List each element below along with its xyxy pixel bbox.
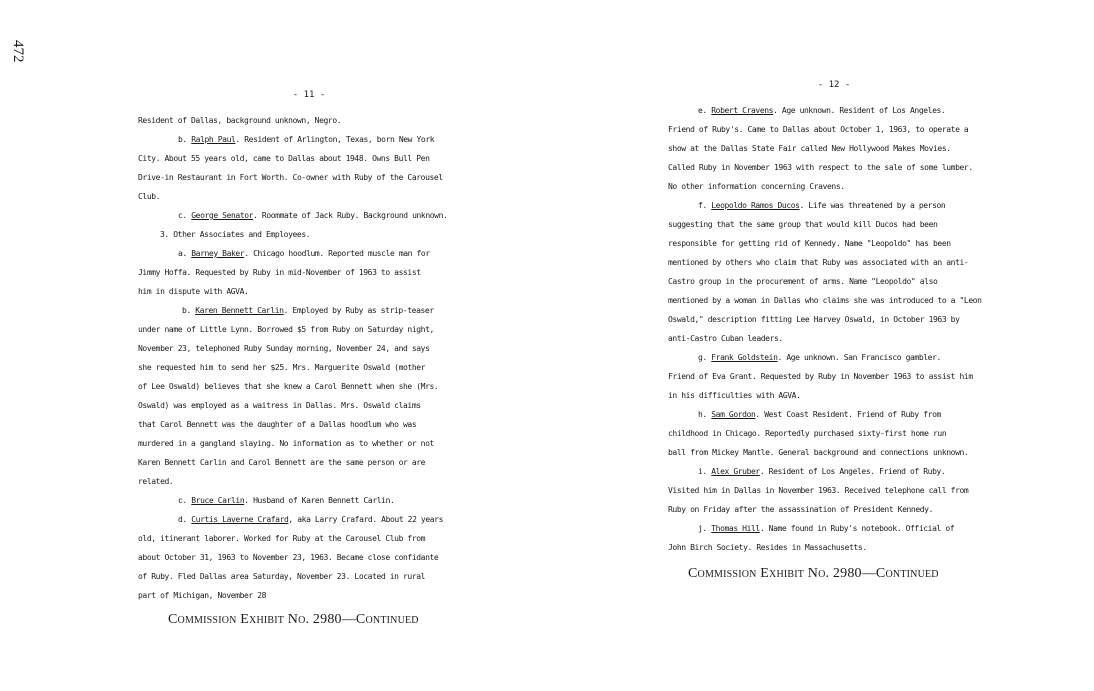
text-line: City. About 55 years old, came to Dallas about 1948. Owns Bull Pen	[138, 154, 430, 163]
text-line: related.	[138, 477, 174, 486]
text-line: show at the Dallas State Fair called New Hollywood Makes Movies.	[668, 144, 951, 153]
text-line: Friend of Eva Grant. Requested by Ruby in November 1963 to assist him	[668, 372, 973, 381]
person-name: Barney Baker	[191, 249, 245, 258]
person-name: Frank Goldstein	[711, 353, 778, 362]
line-text: . Resident of Los Angeles. Friend of Ruby.	[759, 467, 946, 476]
text-line: Called Ruby in November 1963 with respect to the sale of some lumber.	[668, 163, 973, 172]
person-name: Bruce Carlin	[191, 496, 245, 505]
item-marker: h.	[698, 410, 712, 419]
item-marker: b.	[178, 135, 192, 144]
line-text: . Resident of Arlington, Texas, born New York	[235, 135, 435, 144]
text-line: Oswald) was employed as a waitress in Dallas. Mrs. Oswald claims	[138, 401, 421, 410]
person-name: Ralph Paul	[191, 135, 236, 144]
text-line	[668, 196, 1000, 215]
item-marker: e.	[698, 106, 712, 115]
right-page-column	[668, 80, 1000, 557]
item-marker: i.	[698, 467, 712, 476]
item-marker: f.	[698, 201, 712, 210]
text-line: about October 31, 1963 to November 23, 1963. Became close confidante	[138, 553, 439, 562]
text-line	[138, 244, 480, 263]
page-number: 472	[10, 40, 26, 63]
item-marker: j.	[698, 524, 712, 533]
person-name: George Senator	[191, 211, 254, 220]
text-line: part of Michigan, November 28	[138, 591, 267, 600]
text-line	[668, 405, 1000, 424]
text-line: Club.	[138, 192, 161, 201]
person-name: Thomas Hill	[711, 524, 760, 533]
line-text: . Husband of Karen Bennett Carlin.	[244, 496, 395, 505]
text-line: 3. Other Associates and Employees.	[160, 230, 311, 239]
person-name: Sam Gordon	[711, 410, 756, 419]
text-line	[138, 510, 480, 529]
text-line: under name of Little Lynn. Borrowed $5 from Ruby on Saturday night,	[138, 325, 434, 334]
text-line: anti-Castro Cuban leaders.	[668, 334, 783, 343]
line-text: . Age unknown. San Francisco gambler.	[777, 353, 941, 362]
item-marker: c.	[178, 211, 192, 220]
text-line: responsible for getting rid of Kennedy. Name "Leopoldo" has been	[668, 239, 951, 248]
right-page-body	[668, 101, 1000, 557]
text-line: Castro group in the procurement of arms. Name "Leopoldo" also	[668, 277, 938, 286]
text-line: childhood in Chicago. Reportedly purchased sixty-first home run	[668, 429, 947, 438]
text-line: suggesting that the same group that would kill Ducos had been	[668, 220, 938, 229]
person-name: Robert Cravens	[711, 106, 774, 115]
item-marker: b.	[182, 306, 196, 315]
text-line: Oswald," description fitting Lee Harvey Oswald, in October 1963 by	[668, 315, 960, 324]
line-text: . Life was threatened by a person	[799, 201, 946, 210]
item-marker: g.	[698, 353, 712, 362]
text-line: mentioned by others who claim that Ruby was associated with an anti-	[668, 258, 969, 267]
item-marker: c.	[178, 496, 192, 505]
item-marker: d.	[178, 515, 192, 524]
text-line	[668, 462, 1000, 481]
left-page-body	[138, 111, 480, 605]
text-line: mentioned by a woman in Dallas who claims she was introduced to a "Leon	[668, 296, 982, 305]
text-line: old, itinerant laborer. Worked for Ruby at the Carousel Club from	[138, 534, 426, 543]
person-name: Karen Bennett Carlin	[195, 306, 284, 315]
text-line	[668, 519, 1000, 538]
text-line: Drive-in Restaurant in Fort Worth. Co-owner with Ruby of the Carousel	[138, 173, 443, 182]
left-page-header: - 11 -	[292, 90, 326, 100]
text-line: she requested him to send her $25. Mrs. Marguerite Oswald (mother	[138, 363, 426, 372]
text-line: Resident of Dallas, background unknown, Negro.	[138, 116, 342, 125]
text-line: Ruby on Friday after the assassination of President Kennedy.	[668, 505, 933, 514]
person-name: Curtis Laverne Crafard	[191, 515, 289, 524]
person-name: Alex Gruber	[711, 467, 760, 476]
text-line	[138, 491, 480, 510]
text-line: No other information concerning Cravens.	[668, 182, 845, 191]
left-exhibit-caption: Commission Exhibit No. 2980—Continued	[168, 612, 419, 627]
text-line: Karen Bennett Carlin and Carol Bennett are the same person or are	[138, 458, 426, 467]
text-line: John Birch Society. Resides in Massachusetts.	[668, 543, 867, 552]
text-line: that Carol Bennett was the daughter of a Dallas hoodlum who was	[138, 420, 417, 429]
line-text: . Name found in Ruby's notebook. Official of	[759, 524, 955, 533]
left-page-column	[138, 90, 480, 605]
text-line: of Lee Oswald) believes that she knew a Carol Bennett when she (Mrs.	[138, 382, 439, 391]
line-text: . West Coast Resident. Friend of Ruby from	[755, 410, 941, 419]
text-line	[668, 101, 1000, 120]
text-line	[138, 206, 480, 225]
line-text: . Chicago hoodlum. Reported muscle man for	[244, 249, 430, 258]
right-page-header: - 12 -	[817, 80, 851, 90]
text-line: Friend of Ruby's. Came to Dallas about October 1, 1963, to operate a	[668, 125, 969, 134]
text-line: Visited him in Dallas in November 1963. Received telephone call from	[668, 486, 969, 495]
text-line	[138, 130, 480, 149]
text-line	[138, 301, 480, 320]
text-line: ball from Mickey Mantle. General background and connections unknown.	[668, 448, 969, 457]
line-text: . Age unknown. Resident of Los Angeles.	[773, 106, 946, 115]
line-text: . Employed by Ruby as strip-teaser	[283, 306, 434, 315]
person-name: Leopoldo Ramos Ducos	[711, 201, 800, 210]
text-line: Jimmy Hoffa. Requested by Ruby in mid-November of 1963 to assist	[138, 268, 421, 277]
text-line: him in dispute with AGVA.	[138, 287, 249, 296]
text-line: of Ruby. Fled Dallas area Saturday, November 23. Located in rural	[138, 572, 426, 581]
line-text: . Roommate of Jack Ruby. Background unknown.	[253, 211, 448, 220]
item-marker: a.	[178, 249, 192, 258]
text-line: murdered in a gangland slaying. No information as to whether or not	[138, 439, 434, 448]
line-text: , aka Larry Crafard. About 22 years	[288, 515, 443, 524]
text-line: in his difficulties with AGVA.	[668, 391, 801, 400]
right-exhibit-caption: Commission Exhibit No. 2980—Continued	[688, 566, 939, 581]
text-line	[668, 348, 1000, 367]
text-line: November 23, telephoned Ruby Sunday morning, November 24, and says	[138, 344, 430, 353]
